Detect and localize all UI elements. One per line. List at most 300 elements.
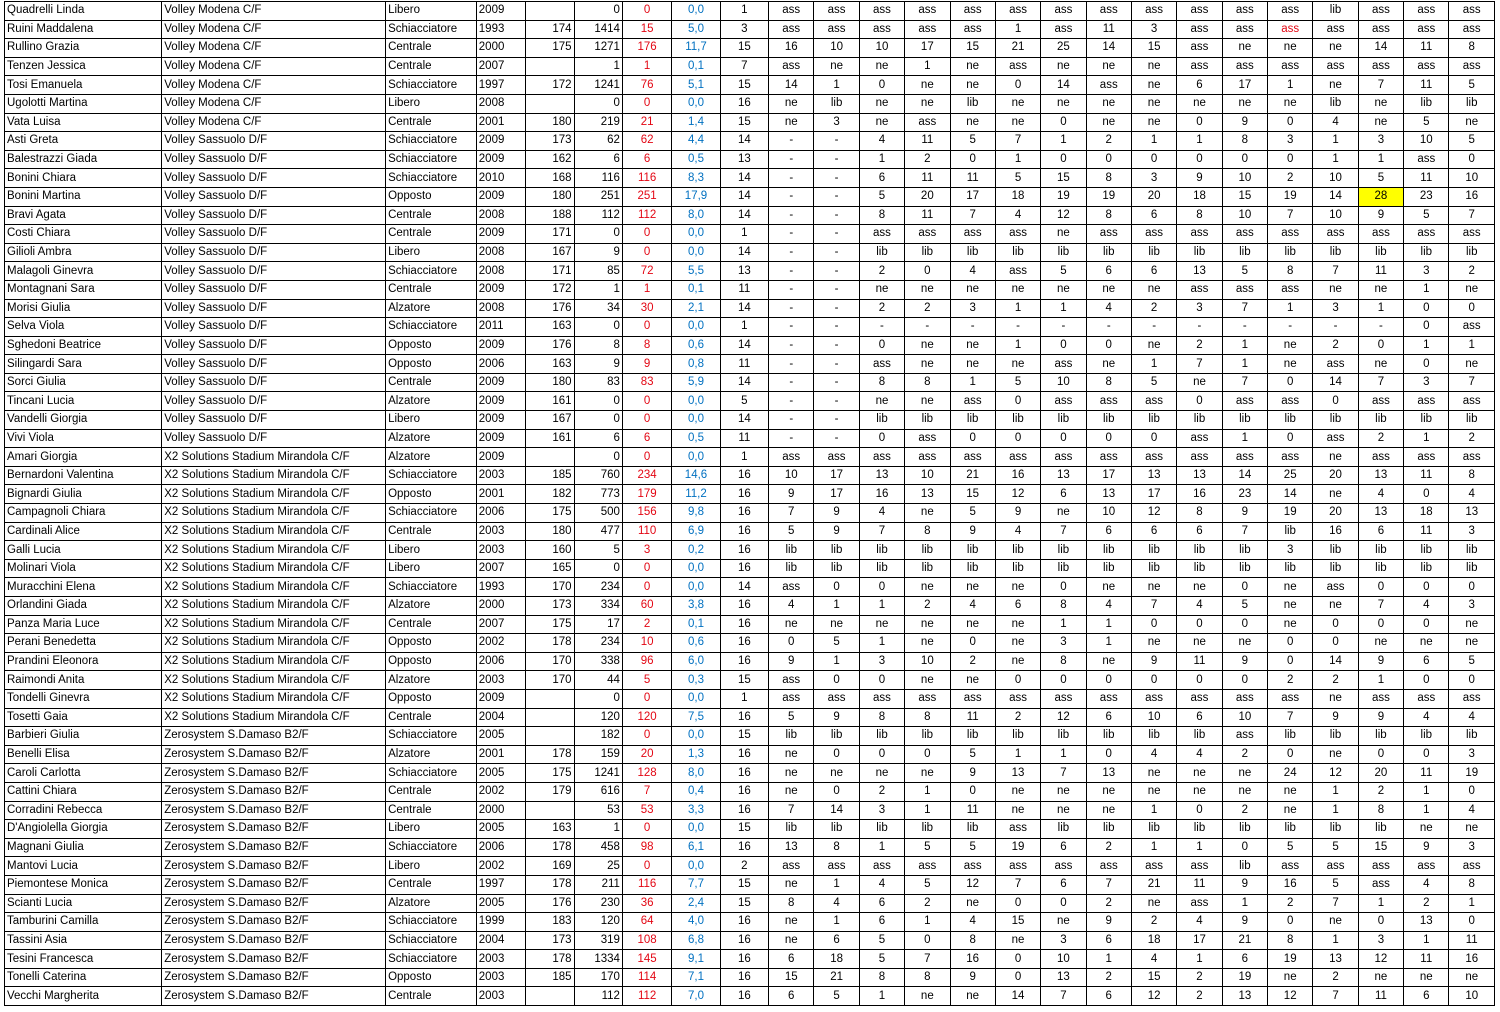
match-16-cell: ass: [1449, 20, 1495, 39]
match-1-cell: ne: [769, 782, 814, 801]
match-10-cell: 18: [1177, 187, 1222, 206]
match-6-cell: lib: [995, 541, 1040, 560]
match-12-cell: 5: [1268, 838, 1313, 857]
birth-year-cell: 2003: [476, 466, 525, 485]
match-6-cell: 1: [995, 150, 1040, 169]
season-points-cell: 8: [622, 336, 671, 355]
role-cell: Opposto: [386, 485, 477, 504]
birth-year-cell: 2009: [476, 280, 525, 299]
match-15-cell: ass: [1404, 448, 1449, 467]
match-14-cell: 5: [1358, 169, 1403, 188]
match-3-cell: 0: [859, 745, 904, 764]
birth-year-cell: 2006: [476, 652, 525, 671]
games-cell: 15: [720, 875, 768, 894]
match-10-cell: 8: [1177, 206, 1222, 225]
season-points-cell: 2: [622, 615, 671, 634]
match-2-cell: -: [814, 373, 859, 392]
match-16-cell: 2: [1449, 262, 1495, 281]
match-14-cell: ass: [1358, 875, 1403, 894]
match-9-cell: 6: [1131, 206, 1176, 225]
table-row: [5, 708, 1495, 727]
match-10-cell: ass: [1177, 689, 1222, 708]
games-cell: 16: [720, 801, 768, 820]
match-9-cell: ne: [1131, 782, 1176, 801]
player-name-cell: Vecchi Margherita: [5, 987, 162, 1006]
match-16-cell: 7: [1449, 373, 1495, 392]
player-name-cell: Selva Viola: [5, 318, 162, 337]
average-cell: 0,0: [672, 689, 720, 708]
average-cell: 0,1: [672, 280, 720, 299]
match-8-cell: 7: [1086, 875, 1131, 894]
player-name-cell: Panza Maria Luce: [5, 615, 162, 634]
match-14-cell: ass: [1358, 448, 1403, 467]
match-9-cell: -: [1131, 318, 1176, 337]
match-1-cell: ass: [769, 689, 814, 708]
season-points-cell: 176: [622, 39, 671, 58]
match-7-cell: 7: [1041, 987, 1086, 1006]
match-7-cell: 6: [1041, 485, 1086, 504]
match-12-cell: 25: [1268, 466, 1313, 485]
match-7-cell: 13: [1041, 466, 1086, 485]
match-3-cell: ass: [859, 857, 904, 876]
match-13-cell: lib: [1313, 541, 1358, 560]
match-1-cell: -: [769, 280, 814, 299]
match-14-cell: 7: [1358, 373, 1403, 392]
total-points-cell: 1: [574, 820, 622, 839]
match-8-cell: 13: [1086, 485, 1131, 504]
total-points-cell: 159: [574, 745, 622, 764]
match-4-cell: 8: [905, 522, 950, 541]
match-11-cell: 9: [1222, 913, 1267, 932]
games-cell: 11: [720, 280, 768, 299]
table-row: [5, 950, 1495, 969]
match-6-cell: 21: [995, 39, 1040, 58]
match-9-cell: ne: [1131, 764, 1176, 783]
match-3-cell: 10: [859, 39, 904, 58]
match-12-cell: ass: [1268, 857, 1313, 876]
match-16-cell: 0: [1449, 150, 1495, 169]
match-13-cell: 1: [1313, 150, 1358, 169]
match-10-cell: 1: [1177, 132, 1222, 151]
birth-year-cell: 2008: [476, 94, 525, 113]
total-points-cell: 1334: [574, 950, 622, 969]
average-cell: 9,1: [672, 950, 720, 969]
match-11-cell: 7: [1222, 522, 1267, 541]
birth-year-cell: 2005: [476, 894, 525, 913]
team-name-cell: Volley Sassuolo D/F: [162, 169, 386, 188]
match-4-cell: lib: [905, 727, 950, 746]
height-cell: 174: [526, 20, 574, 39]
birth-year-cell: 2004: [476, 931, 525, 950]
season-points-cell: 0: [622, 820, 671, 839]
match-12-cell: 0: [1268, 913, 1313, 932]
total-points-cell: 219: [574, 113, 622, 132]
match-10-cell: 4: [1177, 913, 1222, 932]
match-16-cell: lib: [1449, 559, 1495, 578]
games-cell: 16: [720, 466, 768, 485]
height-cell: 175: [526, 615, 574, 634]
match-4-cell: lib: [905, 411, 950, 430]
match-14-cell: 15: [1358, 838, 1403, 857]
match-2-cell: 1: [814, 652, 859, 671]
match-1-cell: -: [769, 429, 814, 448]
match-3-cell: lib: [859, 727, 904, 746]
match-9-cell: ass: [1131, 448, 1176, 467]
match-15-cell: ne: [1404, 968, 1449, 987]
match-16-cell: ass: [1449, 318, 1495, 337]
average-cell: 2,4: [672, 894, 720, 913]
match-2-cell: 9: [814, 504, 859, 523]
match-14-cell: 9: [1358, 652, 1403, 671]
match-7-cell: lib: [1041, 541, 1086, 560]
role-cell: Schiacciatore: [386, 132, 477, 151]
match-15-cell: 0: [1404, 318, 1449, 337]
games-cell: 11: [720, 429, 768, 448]
match-3-cell: ne: [859, 57, 904, 76]
match-16-cell: ne: [1449, 968, 1495, 987]
season-points-cell: 116: [622, 169, 671, 188]
table-row: [5, 634, 1495, 653]
games-cell: 16: [720, 913, 768, 932]
player-name-cell: Tincani Lucia: [5, 392, 162, 411]
match-7-cell: lib: [1041, 727, 1086, 746]
games-cell: 14: [720, 187, 768, 206]
match-10-cell: 4: [1177, 745, 1222, 764]
match-3-cell: ass: [859, 225, 904, 244]
match-16-cell: ass: [1449, 392, 1495, 411]
match-13-cell: 2: [1313, 336, 1358, 355]
total-points-cell: 477: [574, 522, 622, 541]
birth-year-cell: 2008: [476, 262, 525, 281]
player-name-cell: Rullino Grazia: [5, 39, 162, 58]
match-1-cell: 7: [769, 504, 814, 523]
match-3-cell: lib: [859, 411, 904, 430]
match-9-cell: 12: [1131, 504, 1176, 523]
match-5-cell: ass: [950, 392, 995, 411]
match-7-cell: ass: [1041, 689, 1086, 708]
height-cell: 180: [526, 187, 574, 206]
match-1-cell: 6: [769, 950, 814, 969]
match-13-cell: 14: [1313, 187, 1358, 206]
match-14-cell: 12: [1358, 950, 1403, 969]
match-12-cell: 2: [1268, 894, 1313, 913]
match-5-cell: lib: [950, 541, 995, 560]
match-13-cell: 4: [1313, 113, 1358, 132]
match-8-cell: 2: [1086, 968, 1131, 987]
match-9-cell: 2: [1131, 913, 1176, 932]
match-16-cell: 4: [1449, 708, 1495, 727]
birth-year-cell: 2007: [476, 615, 525, 634]
match-5-cell: 0: [950, 782, 995, 801]
birth-year-cell: 2009: [476, 392, 525, 411]
birth-year-cell: 2005: [476, 764, 525, 783]
match-5-cell: ne: [950, 615, 995, 634]
match-3-cell: ass: [859, 2, 904, 21]
role-cell: Opposto: [386, 336, 477, 355]
match-4-cell: 11: [905, 206, 950, 225]
match-6-cell: ne: [995, 652, 1040, 671]
match-8-cell: 2: [1086, 838, 1131, 857]
match-3-cell: ne: [859, 94, 904, 113]
match-1-cell: -: [769, 262, 814, 281]
match-6-cell: 19: [995, 838, 1040, 857]
match-2-cell: -: [814, 169, 859, 188]
match-5-cell: lib: [950, 411, 995, 430]
match-13-cell: 10: [1313, 169, 1358, 188]
match-5-cell: 21: [950, 466, 995, 485]
match-3-cell: lib: [859, 243, 904, 262]
total-points-cell: 230: [574, 894, 622, 913]
match-14-cell: 8: [1358, 801, 1403, 820]
total-points-cell: 338: [574, 652, 622, 671]
total-points-cell: 1: [574, 57, 622, 76]
games-cell: 15: [720, 113, 768, 132]
match-10-cell: 4: [1177, 597, 1222, 616]
match-13-cell: ne: [1313, 448, 1358, 467]
match-7-cell: ass: [1041, 392, 1086, 411]
match-8-cell: ass: [1086, 2, 1131, 21]
team-name-cell: X2 Solutions Stadium Mirandola C/F: [162, 448, 386, 467]
match-10-cell: 0: [1177, 113, 1222, 132]
match-3-cell: 4: [859, 132, 904, 151]
season-points-cell: 112: [622, 987, 671, 1006]
match-2-cell: 5: [814, 634, 859, 653]
games-cell: 15: [720, 727, 768, 746]
match-7-cell: 12: [1041, 206, 1086, 225]
birth-year-cell: 2006: [476, 355, 525, 374]
games-cell: 1: [720, 225, 768, 244]
match-15-cell: 1: [1404, 336, 1449, 355]
match-1-cell: 5: [769, 522, 814, 541]
match-6-cell: 0: [995, 894, 1040, 913]
team-name-cell: Zerosystem S.Damaso B2/F: [162, 950, 386, 969]
match-5-cell: 15: [950, 39, 995, 58]
match-4-cell: 10: [905, 652, 950, 671]
average-cell: 0,0: [672, 727, 720, 746]
average-cell: 0,6: [672, 634, 720, 653]
match-7-cell: ass: [1041, 2, 1086, 21]
match-7-cell: -: [1041, 318, 1086, 337]
match-5-cell: ne: [950, 987, 995, 1006]
match-10-cell: ne: [1177, 94, 1222, 113]
height-cell: 183: [526, 913, 574, 932]
match-7-cell: 1: [1041, 132, 1086, 151]
match-3-cell: 0: [859, 76, 904, 95]
total-points-cell: 5: [574, 541, 622, 560]
match-6-cell: 12: [995, 485, 1040, 504]
match-14-cell: 4: [1358, 485, 1403, 504]
match-6-cell: ne: [995, 578, 1040, 597]
match-1-cell: -: [769, 132, 814, 151]
match-5-cell: 16: [950, 950, 995, 969]
player-name-cell: Magnani Giulia: [5, 838, 162, 857]
match-7-cell: 1: [1041, 745, 1086, 764]
match-9-cell: 4: [1131, 950, 1176, 969]
match-2-cell: -: [814, 411, 859, 430]
match-5-cell: 7: [950, 206, 995, 225]
match-4-cell: 2: [905, 894, 950, 913]
birth-year-cell: 2004: [476, 708, 525, 727]
match-6-cell: ne: [995, 113, 1040, 132]
match-4-cell: ass: [905, 2, 950, 21]
match-1-cell: ne: [769, 94, 814, 113]
table-row: [5, 485, 1495, 504]
height-cell: 178: [526, 745, 574, 764]
birth-year-cell: 2011: [476, 318, 525, 337]
match-10-cell: lib: [1177, 727, 1222, 746]
average-cell: 2,1: [672, 299, 720, 318]
match-14-cell: 6: [1358, 522, 1403, 541]
match-3-cell: 1: [859, 597, 904, 616]
match-6-cell: ass: [995, 225, 1040, 244]
season-points-cell: 114: [622, 968, 671, 987]
match-3-cell: 8: [859, 206, 904, 225]
match-7-cell: ne: [1041, 801, 1086, 820]
table-body: [5, 2, 1495, 1006]
match-10-cell: ne: [1177, 373, 1222, 392]
total-points-cell: 211: [574, 875, 622, 894]
match-8-cell: ne: [1086, 355, 1131, 374]
match-9-cell: lib: [1131, 727, 1176, 746]
match-13-cell: ne: [1313, 913, 1358, 932]
match-7-cell: 7: [1041, 764, 1086, 783]
match-9-cell: 2: [1131, 299, 1176, 318]
match-9-cell: 1: [1131, 801, 1176, 820]
total-points-cell: 319: [574, 931, 622, 950]
match-12-cell: 7: [1268, 708, 1313, 727]
role-cell: Centrale: [386, 113, 477, 132]
match-12-cell: 19: [1268, 504, 1313, 523]
birth-year-cell: 2009: [476, 132, 525, 151]
match-7-cell: ne: [1041, 913, 1086, 932]
player-name-cell: Piemontese Monica: [5, 875, 162, 894]
match-12-cell: 0: [1268, 113, 1313, 132]
match-13-cell: ass: [1313, 578, 1358, 597]
match-4-cell: ass: [905, 689, 950, 708]
match-3-cell: 4: [859, 875, 904, 894]
birth-year-cell: 2000: [476, 597, 525, 616]
match-11-cell: 10: [1222, 206, 1267, 225]
games-cell: 16: [720, 652, 768, 671]
table-row: [5, 411, 1495, 430]
player-name-cell: Orlandini Giada: [5, 597, 162, 616]
match-10-cell: ass: [1177, 225, 1222, 244]
match-1-cell: 4: [769, 597, 814, 616]
table-row: [5, 820, 1495, 839]
table-row: [5, 20, 1495, 39]
match-9-cell: lib: [1131, 820, 1176, 839]
match-8-cell: lib: [1086, 820, 1131, 839]
table-row: [5, 150, 1495, 169]
match-1-cell: -: [769, 225, 814, 244]
team-name-cell: X2 Solutions Stadium Mirandola C/F: [162, 634, 386, 653]
match-8-cell: ass: [1086, 689, 1131, 708]
birth-year-cell: 2001: [476, 113, 525, 132]
birth-year-cell: 2009: [476, 448, 525, 467]
birth-year-cell: 2005: [476, 727, 525, 746]
birth-year-cell: 2003: [476, 671, 525, 690]
table-row: [5, 355, 1495, 374]
season-points-cell: 3: [622, 541, 671, 560]
player-name-cell: Prandini Eleonora: [5, 652, 162, 671]
match-6-cell: 1: [995, 336, 1040, 355]
match-4-cell: 17: [905, 39, 950, 58]
games-cell: 16: [720, 94, 768, 113]
match-6-cell: lib: [995, 559, 1040, 578]
birth-year-cell: 2010: [476, 169, 525, 188]
match-12-cell: ass: [1268, 225, 1313, 244]
match-10-cell: ass: [1177, 39, 1222, 58]
match-11-cell: ne: [1222, 94, 1267, 113]
match-2-cell: 4: [814, 894, 859, 913]
match-8-cell: 1: [1086, 615, 1131, 634]
match-1-cell: 10: [769, 466, 814, 485]
total-points-cell: 616: [574, 782, 622, 801]
match-1-cell: ne: [769, 931, 814, 950]
match-1-cell: ne: [769, 875, 814, 894]
match-14-cell: 1: [1358, 894, 1403, 913]
match-2-cell: 1: [814, 76, 859, 95]
match-2-cell: -: [814, 336, 859, 355]
match-11-cell: 0: [1222, 615, 1267, 634]
match-4-cell: ass: [905, 225, 950, 244]
height-cell: [526, 2, 574, 21]
season-points-cell: 7: [622, 782, 671, 801]
match-8-cell: 19: [1086, 187, 1131, 206]
match-9-cell: 1: [1131, 355, 1176, 374]
total-points-cell: 1414: [574, 20, 622, 39]
table-row: [5, 857, 1495, 876]
match-8-cell: lib: [1086, 727, 1131, 746]
team-name-cell: Zerosystem S.Damaso B2/F: [162, 838, 386, 857]
birth-year-cell: 2003: [476, 987, 525, 1006]
match-14-cell: ass: [1358, 2, 1403, 21]
height-cell: 173: [526, 597, 574, 616]
total-points-cell: 500: [574, 504, 622, 523]
match-15-cell: ass: [1404, 57, 1449, 76]
total-points-cell: 170: [574, 968, 622, 987]
height-cell: [526, 57, 574, 76]
average-cell: 0,4: [672, 782, 720, 801]
match-11-cell: ass: [1222, 448, 1267, 467]
match-14-cell: 20: [1358, 764, 1403, 783]
match-1-cell: ne: [769, 113, 814, 132]
match-13-cell: lib: [1313, 727, 1358, 746]
match-14-cell: lib: [1358, 820, 1403, 839]
average-cell: 8,0: [672, 206, 720, 225]
match-10-cell: 9: [1177, 169, 1222, 188]
table-row: [5, 875, 1495, 894]
role-cell: Libero: [386, 243, 477, 262]
match-4-cell: ne: [905, 615, 950, 634]
table-row: [5, 448, 1495, 467]
match-7-cell: ne: [1041, 280, 1086, 299]
match-5-cell: ne: [950, 671, 995, 690]
match-14-cell: ne: [1358, 634, 1403, 653]
role-cell: Opposto: [386, 689, 477, 708]
match-10-cell: ass: [1177, 448, 1222, 467]
match-3-cell: ass: [859, 20, 904, 39]
match-16-cell: 13: [1449, 504, 1495, 523]
match-2-cell: ass: [814, 689, 859, 708]
average-cell: 3,8: [672, 597, 720, 616]
team-name-cell: Volley Sassuolo D/F: [162, 411, 386, 430]
match-6-cell: 14: [995, 987, 1040, 1006]
role-cell: Alzatore: [386, 448, 477, 467]
match-2-cell: 14: [814, 801, 859, 820]
match-7-cell: 0: [1041, 113, 1086, 132]
match-5-cell: ne: [950, 894, 995, 913]
